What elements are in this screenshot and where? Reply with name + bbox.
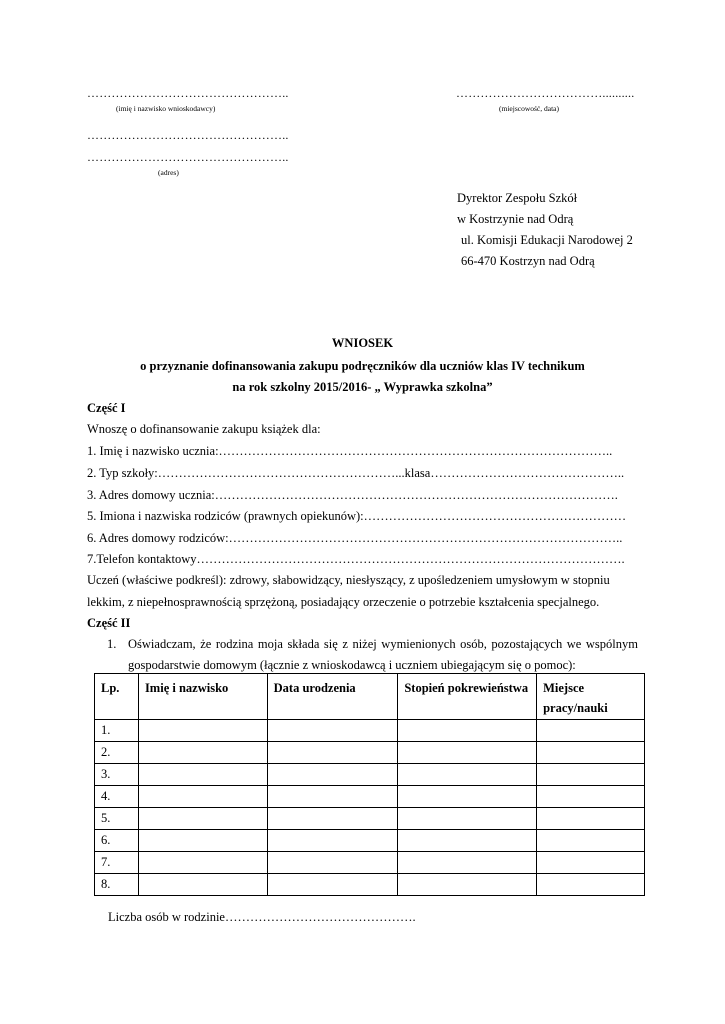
birth-date-cell[interactable] xyxy=(267,764,398,786)
relationship-cell[interactable] xyxy=(398,808,537,830)
place-date-caption: (miejscowość, data) xyxy=(499,104,559,113)
row-number: 6. xyxy=(95,830,139,852)
part1-intro: Wnoszę o dofinansowanie zakupu książek dla: xyxy=(87,422,321,436)
header-birth-date: Data urodzenia xyxy=(267,674,398,720)
birth-date-cell[interactable] xyxy=(267,852,398,874)
student-name-field[interactable]: 1. Imię i nazwisko ucznia:………………………………………………………………………………….. xyxy=(87,444,613,458)
relationship-cell[interactable] xyxy=(398,874,537,896)
address-line-1[interactable]: ………………………………………….. xyxy=(87,128,289,142)
phone-field[interactable]: 7.Telefon kontaktowy…………………………………………………………………………………………. xyxy=(87,552,625,566)
relationship-cell[interactable] xyxy=(398,786,537,808)
birth-date-cell[interactable] xyxy=(267,720,398,742)
work-place-cell[interactable] xyxy=(537,830,645,852)
applicant-name-line[interactable]: ………………………………………….. xyxy=(87,86,289,100)
header-work-place: Miejsce pracy/nauki xyxy=(537,674,645,720)
name-cell[interactable] xyxy=(138,742,267,764)
birth-date-cell[interactable] xyxy=(267,874,398,896)
table-row xyxy=(95,764,645,786)
header-lp: Lp. xyxy=(95,674,139,720)
row-number: 8. xyxy=(95,874,139,896)
applicant-name-caption: (imię i nazwisko wnioskodawcy) xyxy=(116,104,216,113)
recipient-line-4: 66-470 Kostrzyn nad Odrą xyxy=(461,254,595,268)
parents-address-field[interactable]: 6. Adres domowy rodziców:………………………………………………………………………………….. xyxy=(87,531,623,545)
table-row xyxy=(95,852,645,874)
part1-heading: Część I xyxy=(87,401,126,415)
document-title: WNIOSEK xyxy=(331,336,394,350)
name-cell[interactable] xyxy=(138,830,267,852)
statement-line-2: gospodarstwie domowym (łącznie z wnioskodawcą i uczniem ubiegającym się o pomoc): xyxy=(128,658,576,672)
header-name: Imię i nazwisko xyxy=(138,674,267,720)
statement-number: 1. xyxy=(107,637,117,651)
work-place-cell[interactable] xyxy=(537,742,645,764)
row-number: 3. xyxy=(95,764,139,786)
family-count-field[interactable]: Liczba osób w rodzinie………………………………………. xyxy=(108,910,416,924)
recipient-line-2: w Kostrzynie nad Odrą xyxy=(457,212,574,226)
birth-date-cell[interactable] xyxy=(267,830,398,852)
header-relationship: Stopień pokrewieństwa xyxy=(398,674,537,720)
name-cell[interactable] xyxy=(138,786,267,808)
row-number: 2. xyxy=(95,742,139,764)
work-place-cell[interactable] xyxy=(537,786,645,808)
student-status-line-2: lekkim, z niepełnosprawnością sprzężoną, posiadający orzeczenie o potrzebie kształcenia specjalnego. xyxy=(87,595,600,609)
student-address-field[interactable]: 3. Adres domowy ucznia:……………………………………………………………………………………. xyxy=(87,488,618,502)
part2-heading: Część II xyxy=(87,616,131,630)
table-row xyxy=(95,786,645,808)
work-place-cell[interactable] xyxy=(537,852,645,874)
name-cell[interactable] xyxy=(138,874,267,896)
address-line-2[interactable]: ………………………………………….. xyxy=(87,150,289,164)
work-place-cell[interactable] xyxy=(537,808,645,830)
work-place-cell[interactable] xyxy=(537,720,645,742)
birth-date-cell[interactable] xyxy=(267,742,398,764)
name-cell[interactable] xyxy=(138,852,267,874)
table-row xyxy=(95,742,645,764)
table-row xyxy=(95,830,645,852)
table-row xyxy=(95,874,645,896)
birth-date-cell[interactable] xyxy=(267,808,398,830)
statement-line-1: Oświadczam, że rodzina moja składa się z niżej wymienionych osób, pozostających we wspólnym xyxy=(128,637,638,651)
place-date-line[interactable]: ……………………………….......... xyxy=(456,86,635,100)
document-subtitle-1: o przyznanie dofinansowania zakupu podręczników dla uczniów klas IV technikum xyxy=(140,359,585,373)
work-place-cell[interactable] xyxy=(537,874,645,896)
parents-names-field[interactable]: 5. Imiona i nazwiska rodziców (prawnych opiekunów):……………………………………………………… xyxy=(87,509,627,523)
document-subtitle-2: na rok szkolny 2015/2016- „ Wyprawka szkolna” xyxy=(232,380,493,394)
relationship-cell[interactable] xyxy=(398,742,537,764)
row-number: 1. xyxy=(95,720,139,742)
row-number: 4. xyxy=(95,786,139,808)
table-header-row xyxy=(95,674,645,720)
work-place-cell[interactable] xyxy=(537,764,645,786)
student-status-line-1: Uczeń (właściwe podkreśl): zdrowy, słabowidzący, niesłyszący, z upośledzeniem umysłowym w stopniu xyxy=(87,573,610,587)
relationship-cell[interactable] xyxy=(398,830,537,852)
name-cell[interactable] xyxy=(138,764,267,786)
family-members-table xyxy=(94,673,645,896)
row-number: 7. xyxy=(95,852,139,874)
school-type-field[interactable]: 2. Typ szkoły:…………………………………………………...klasa……………………………………….. xyxy=(87,466,625,480)
address-caption: (adres) xyxy=(158,168,179,177)
table-row xyxy=(95,808,645,830)
name-cell[interactable] xyxy=(138,720,267,742)
relationship-cell[interactable] xyxy=(398,852,537,874)
recipient-line-3: ul. Komisji Edukacji Narodowej 2 xyxy=(461,233,633,247)
name-cell[interactable] xyxy=(138,808,267,830)
recipient-line-1: Dyrektor Zespołu Szkół xyxy=(457,191,578,205)
relationship-cell[interactable] xyxy=(398,764,537,786)
birth-date-cell[interactable] xyxy=(267,786,398,808)
row-number: 5. xyxy=(95,808,139,830)
relationship-cell[interactable] xyxy=(398,720,537,742)
table-row xyxy=(95,720,645,742)
